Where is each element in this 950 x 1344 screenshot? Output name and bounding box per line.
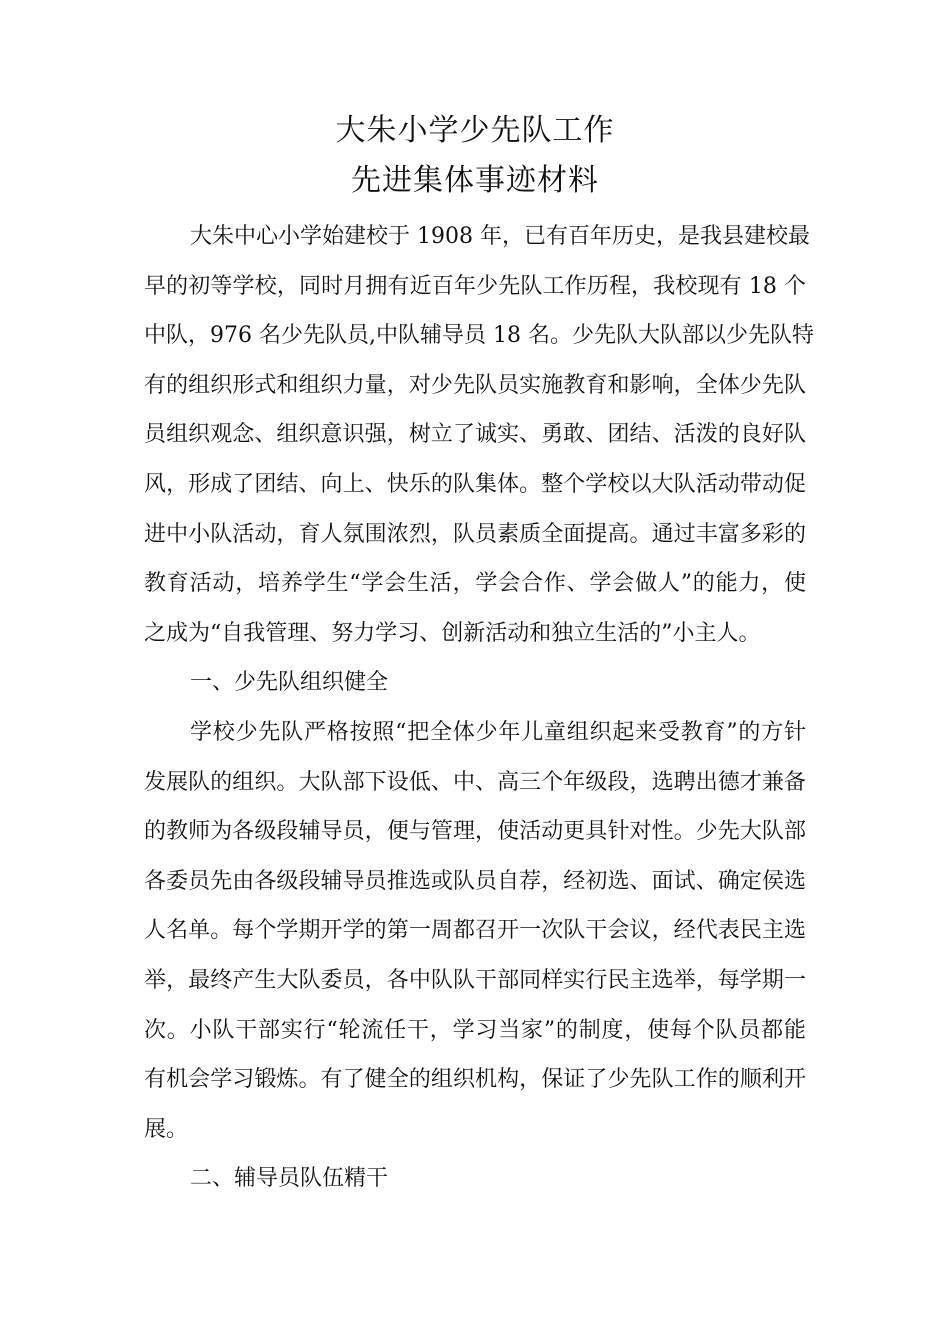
body-line: 早的初等学校，同时月拥有近百年少先队工作历程，我校现有 18 个 xyxy=(144,273,806,299)
body-line: 人名单。每个学期开学的第一周都召开一次队干会议，经代表民主选 xyxy=(144,918,806,944)
body-line: 员组织观念、组织意识强，树立了诚实、勇敢、团结、活泼的良好队 xyxy=(144,422,806,448)
body-line: 发展队的组织。大队部下设低、中、高三个年级段，选聘出德才兼备 xyxy=(144,769,806,795)
body-line: 进中小队活动，育人氛围浓烈，队员素质全面提高。通过丰富多彩的 xyxy=(144,521,806,547)
document-body xyxy=(144,212,814,1204)
body-line: 中队，976 名少先队员,中队辅导员 18 名。少先队大队部以少先队特 xyxy=(144,323,814,349)
body-line: 风，形成了团结、向上、快乐的队集体。整个学校以大队活动带动促 xyxy=(144,471,806,497)
section-heading: 一、少先队组织健全 xyxy=(190,670,389,696)
document-subtitle: 先进集体事迹材料 xyxy=(351,163,599,198)
document-title: 大朱小学少先队工作 xyxy=(335,113,615,148)
body-line: 教育活动，培养学生“学会生活，学会合作、学会做人”的能力，使 xyxy=(144,571,806,597)
body-line: 有的组织形式和组织力量，对少先队员实施教育和影响，全体少先队 xyxy=(144,372,806,398)
body-line: 学校少先队严格按照“把全体少年儿童组织起来受教育”的方针 xyxy=(190,719,806,745)
body-line: 大朱中心小学始建校于 1908 年，已有百年历史，是我县建校最 xyxy=(190,224,810,249)
body-line: 的教师为各级段辅导员，便与管理，使活动更具针对性。少先大队部 xyxy=(144,819,806,845)
body-line: 次。小队干部实行“轮流任干，学习当家”的制度，使每个队员都能 xyxy=(144,1017,806,1043)
section-heading: 二、辅导员队伍精干 xyxy=(190,1166,389,1192)
body-line: 有机会学习锻炼。有了健全的组织机构，保证了少先队工作的顺利开 xyxy=(144,1067,806,1093)
body-line: 之成为“自我管理、努力学习、创新活动和独立生活的”小主人。 xyxy=(144,620,761,646)
body-line: 展。 xyxy=(144,1116,189,1142)
body-line: 举，最终产生大队委员，各中队队干部同样实行民主选举，每学期一 xyxy=(144,967,806,993)
body-line: 各委员先由各级段辅导员推选或队员自荐，经初选、面试、确定侯选 xyxy=(144,868,806,894)
